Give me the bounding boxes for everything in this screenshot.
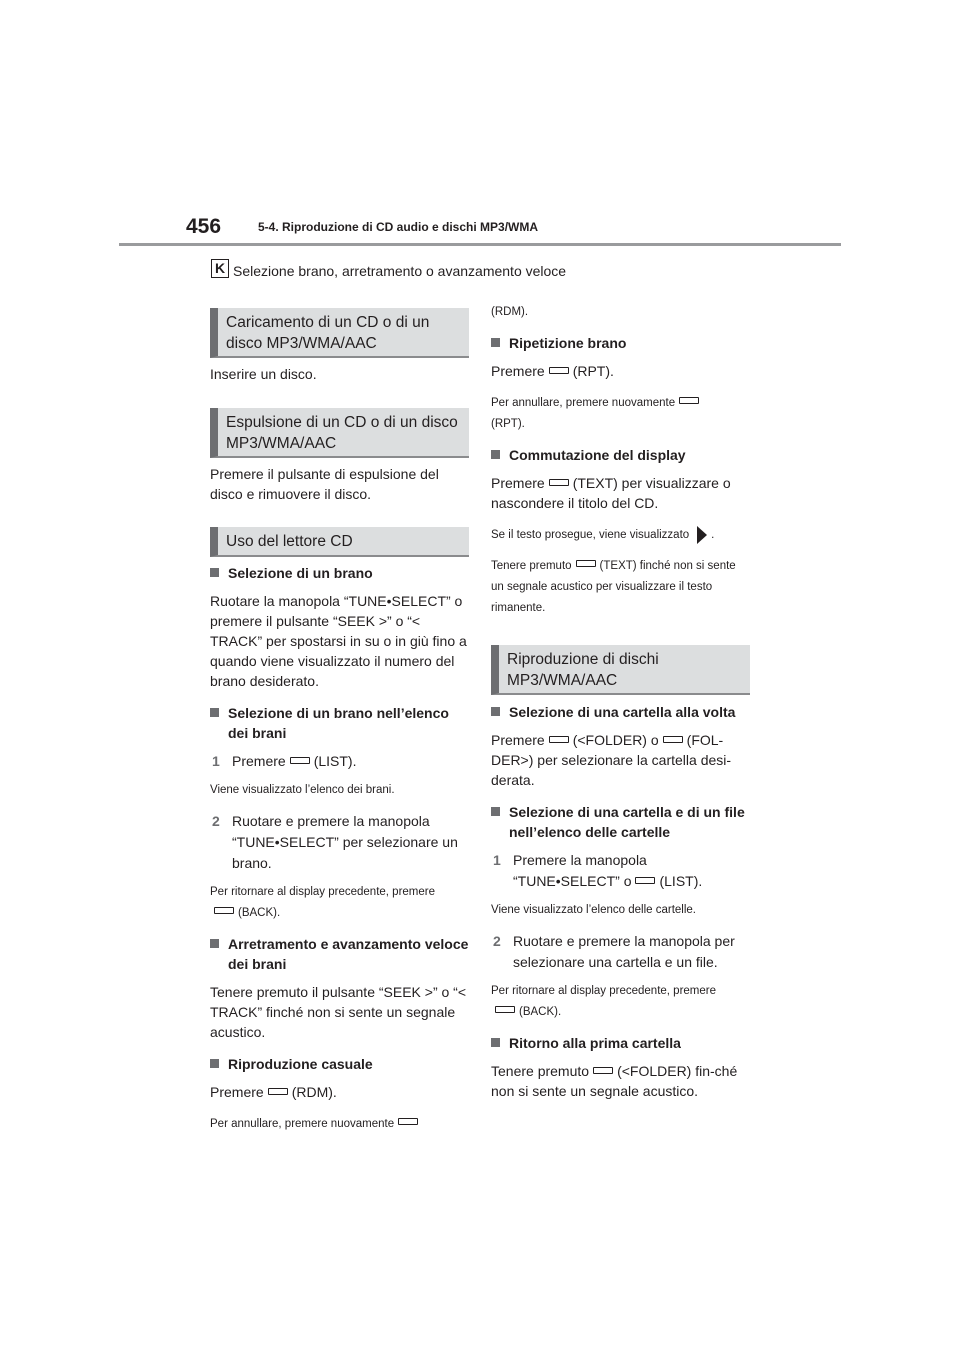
note: Per annullare, premere nuovamente <box>210 1114 469 1135</box>
paragraph: Tenere premuto il pulsante “SEEK >” o “< TRACK” finché non si sente un segnale acustico. <box>210 984 467 1040</box>
scroll-arrow-icon <box>697 526 707 544</box>
section-heading-cd-player: Uso del lettore CD <box>210 527 469 557</box>
subheading-folder: Selezione di una cartella alla volta <box>491 702 750 722</box>
right-column-top <box>491 302 750 629</box>
paragraph: Premere (RPT). <box>491 363 614 379</box>
button-icon <box>268 1088 288 1095</box>
loading-body: Inserire un disco. <box>210 366 317 382</box>
note: Se il testo prosegue, viene visualizzato . <box>491 525 750 546</box>
note: Viene visualizzato l’elenco dei brani. <box>210 784 395 796</box>
button-icon <box>549 736 569 743</box>
section-heading-loading: Caricamento di un CD o di un disco MP3/WMA/AAC <box>210 308 469 358</box>
button-icon <box>290 757 310 764</box>
subheading-repeat: Ripetizione brano <box>491 333 750 353</box>
step-1: 1 Premere la manopola “TUNE•SELECT” o (LIST). <box>493 852 703 889</box>
button-icon <box>663 736 683 743</box>
note: Tenere premuto (TEXT) finché non si sente un segnale acustico per visualizzare il testo rimanente. <box>491 560 736 614</box>
button-icon <box>495 1006 515 1013</box>
paragraph: Premere (TEXT) per visualizzare o nascondere il titolo del CD. <box>491 475 731 511</box>
subheading-select-track: Selezione di un brano <box>210 563 469 583</box>
subheading-fast-forward: Arretramento e avanzamento veloce dei brani <box>210 934 469 974</box>
paragraph: Premere (<FOLDER) o (FOL-DER>) per selezionare la cartella desi-derata. <box>491 732 732 788</box>
subheading-track-list: Selezione di un brano nell’elenco dei brani <box>210 703 469 743</box>
subheading-folder-list: Selezione di una cartella e di un file nell’elenco delle cartelle <box>491 802 750 842</box>
section-heading-mp3-playback: Riproduzione di dischi MP3/WMA/AAC <box>491 645 750 695</box>
header-divider <box>119 243 841 246</box>
cd-player-column <box>210 563 469 1145</box>
step-1: 1 Premere (LIST). <box>212 753 357 769</box>
k-label-box: K <box>211 259 229 278</box>
button-icon <box>214 907 234 914</box>
button-icon <box>635 877 655 884</box>
subheading-random: Riproduzione casuale <box>210 1054 469 1074</box>
subheading-display: Commutazione del display <box>491 445 750 465</box>
paragraph: Premere (RDM). <box>210 1084 337 1100</box>
page-number: 456 <box>186 215 222 238</box>
button-icon <box>576 560 596 567</box>
subheading-first-folder: Ritorno alla prima cartella <box>491 1033 750 1053</box>
button-icon <box>679 397 699 404</box>
eject-body: Premere il pulsante di espulsione del disco e rimuovere il disco. <box>210 466 439 502</box>
k-caption: Selezione brano, arretramento o avanzamento veloce <box>233 263 567 279</box>
note: Per ritornare al display precedente, premere (BACK). <box>491 985 717 1018</box>
chapter-title: 5-4. Riproduzione di CD audio e dischi MP3/WMA <box>258 220 539 234</box>
button-icon <box>549 367 569 374</box>
paragraph: Ruotare la manopola “TUNE•SELECT” o premere il pulsante “SEEK >” o “< TRACK” per spostarsi in su o in giù fino a quando viene visualizzato il numero del brano desiderato. <box>210 593 467 689</box>
note: Viene visualizzato l’elenco delle cartelle. <box>491 904 696 916</box>
paragraph: Tenere premuto (<FOLDER) fin-ché non si sente un segnale acustico. <box>491 1063 738 1099</box>
button-icon <box>398 1118 418 1125</box>
step-2: 2 Ruotare e premere la manopola “TUNE•SELECT” per selezionare un brano. <box>212 813 458 871</box>
button-icon <box>593 1067 613 1074</box>
mp3-column <box>491 702 750 1113</box>
section-heading-eject: Espulsione di un CD o di un disco MP3/WMA/AAC <box>210 408 469 458</box>
step-2: 2 Ruotare e premere la manopola per selezionare una cartella e un file. <box>493 933 735 970</box>
note: (RDM). <box>491 306 529 318</box>
note: Per annullare, premere nuovamente (RPT). <box>491 393 750 435</box>
button-icon <box>549 479 569 486</box>
note: Per ritornare al display precedente, premere (BACK). <box>210 886 436 919</box>
